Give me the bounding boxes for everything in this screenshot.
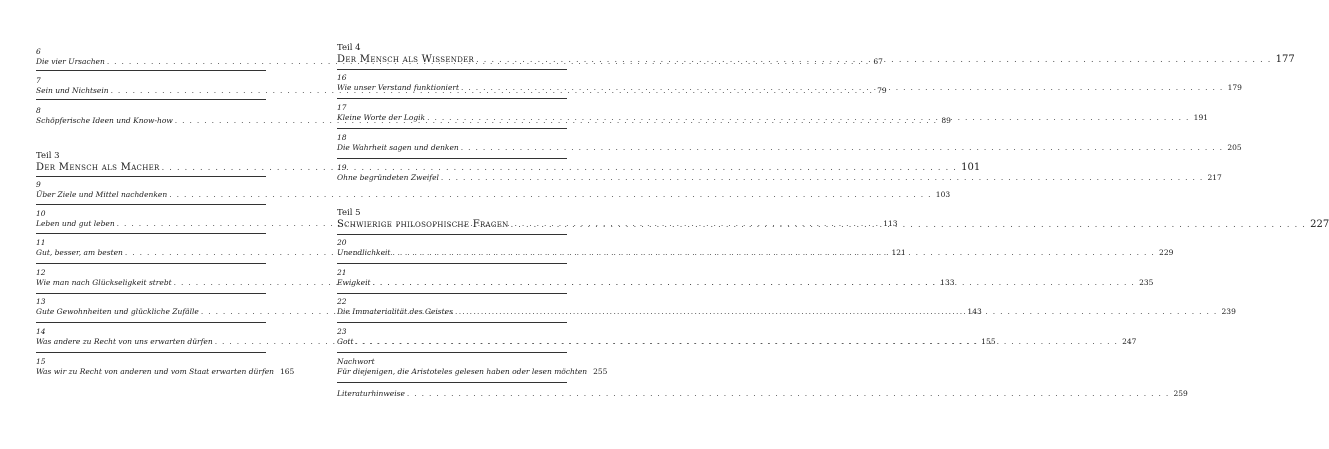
chapter-number: 18 [337, 133, 347, 142]
rule-line [337, 98, 567, 99]
chapter-number: 17 [337, 103, 347, 112]
page-number: 217 [1207, 173, 1222, 182]
rule-line [337, 382, 567, 383]
rule-line [36, 204, 266, 205]
part-label: Teil 3 [36, 151, 60, 161]
leader-dots [392, 247, 1155, 258]
chapter-number: 23 [337, 327, 347, 336]
rule-line [36, 263, 266, 264]
leader-dots [441, 172, 1204, 183]
chapter-title: Gott [337, 337, 354, 346]
leader-dots [427, 112, 1190, 123]
chapter-title: Literaturhinweise [337, 389, 405, 398]
page-number: 113 [883, 219, 898, 228]
chapter-title: Sein und Nichtsein [36, 86, 109, 95]
chapter-title: Gute Gewohnheiten und glückliche Zufälle [36, 307, 199, 316]
page-number: 179 [1227, 83, 1242, 92]
chapter-number: 21 [337, 268, 347, 277]
chapter-title: Wie man nach Glückseligkeit strebt [36, 278, 172, 287]
toc-entry[interactable] [36, 180, 951, 200]
page-number: 255 [593, 367, 608, 376]
rule-line [337, 69, 567, 70]
chapter-title: Für diejenigen, die Aristoteles gelesen haben oder lesen möchten [337, 367, 588, 376]
leader-dots [461, 142, 1224, 153]
rule-line [36, 99, 266, 100]
toc-entry[interactable] [337, 133, 1242, 153]
page-number: 121 [891, 248, 906, 257]
rule-line [36, 352, 266, 353]
page-number: 239 [1221, 307, 1236, 316]
chapter-title: Wie unser Verstand funktioniert [337, 83, 459, 92]
toc-entry-afterword[interactable] [337, 357, 608, 377]
chapter-title: Was wir zu Recht von anderen und vom Staat erwarten dürfen [36, 367, 274, 376]
chapter-title: Was andere zu Recht von uns erwarten dürfen [36, 337, 213, 346]
leader-dots [169, 189, 932, 200]
chapter-number: 10 [36, 209, 46, 218]
chapter-title: Ewigkeit [337, 278, 371, 287]
chapter-title: Die vier Ursachen [36, 57, 105, 66]
leader-dots [356, 336, 1119, 347]
chapter-number: 22 [337, 297, 347, 306]
leader-dots [455, 306, 1218, 317]
rule-line [36, 233, 266, 234]
rule-line [36, 70, 266, 71]
page-number: 165 [280, 367, 295, 376]
rule-line [337, 293, 567, 294]
chapter-number: 8 [36, 106, 41, 115]
rule-line [337, 234, 567, 235]
page-number: 229 [1159, 248, 1174, 257]
chapter-title: Schöpferische Ideen und Know-how [36, 116, 173, 125]
part-label: Teil 5 [337, 208, 361, 218]
toc-entry-references[interactable] [337, 388, 1188, 399]
leader-dots [476, 53, 1272, 67]
chapter-number: 7 [36, 76, 41, 85]
part-title: Schwierige philosophische Fragen [337, 219, 509, 230]
chapter-number: 6 [36, 47, 41, 56]
part-title: Der Mensch als Macher [36, 162, 160, 173]
rule-line [337, 322, 567, 323]
leader-dots [407, 388, 1170, 399]
section-label: Nachwort [337, 357, 375, 366]
chapter-number: 19 [337, 163, 347, 172]
chapter-title: Die Immaterialität des Geistes [337, 307, 453, 316]
page-number: 259 [1173, 389, 1188, 398]
leader-dots [461, 82, 1224, 93]
chapter-number: 13 [36, 297, 46, 306]
part-label: Teil 4 [337, 43, 361, 53]
chapter-number: 20 [337, 238, 347, 247]
chapter-number: 16 [337, 73, 347, 82]
rule-line [337, 128, 567, 129]
chapter-number: 9 [36, 180, 41, 189]
chapter-title: Ohne begründeten Zweifel [337, 173, 439, 182]
rule-line [36, 176, 266, 177]
page-number: 143 [967, 307, 982, 316]
page-number: 205 [1227, 143, 1242, 152]
rule-line [337, 352, 567, 353]
page-number: 235 [1139, 278, 1154, 287]
chapter-number: 11 [36, 238, 46, 247]
chapter-title: Unendlichkeit [337, 248, 391, 257]
rule-line [36, 293, 266, 294]
chapter-number: 15 [36, 357, 46, 366]
page-number: 155 [981, 337, 996, 346]
rule-line [36, 322, 266, 323]
page-number: 67 [873, 57, 883, 66]
page-number: 133 [940, 278, 955, 287]
chapter-title: Kleine Worte der Logik [337, 113, 426, 122]
page-number: 247 [1122, 337, 1137, 346]
page-number: 177 [1275, 54, 1295, 65]
chapter-title: Die Wahrheit sagen und denken [337, 143, 459, 152]
leader-dots [373, 277, 1136, 288]
chapter-title: Über Ziele und Mittel nachdenken [36, 190, 168, 199]
chapter-number: 12 [36, 268, 46, 277]
rule-line [337, 158, 567, 159]
chapter-title: Gut, besser, am besten [36, 248, 123, 257]
toc-entry[interactable] [36, 357, 295, 377]
toc-entry[interactable] [337, 73, 1242, 93]
page-number: 191 [1193, 113, 1208, 122]
part-title: Der Mensch als Wissender [337, 54, 475, 65]
page-number: 103 [935, 190, 951, 199]
page-number: 227 [1310, 219, 1329, 230]
chapter-number: 14 [36, 327, 46, 336]
page-number: 101 [961, 162, 981, 173]
leader-dots [511, 218, 1307, 232]
page-number: 89 [941, 116, 951, 125]
chapter-title: Leben und gut leben [36, 219, 115, 228]
rule-line [337, 263, 567, 264]
page-number: 79 [877, 86, 887, 95]
